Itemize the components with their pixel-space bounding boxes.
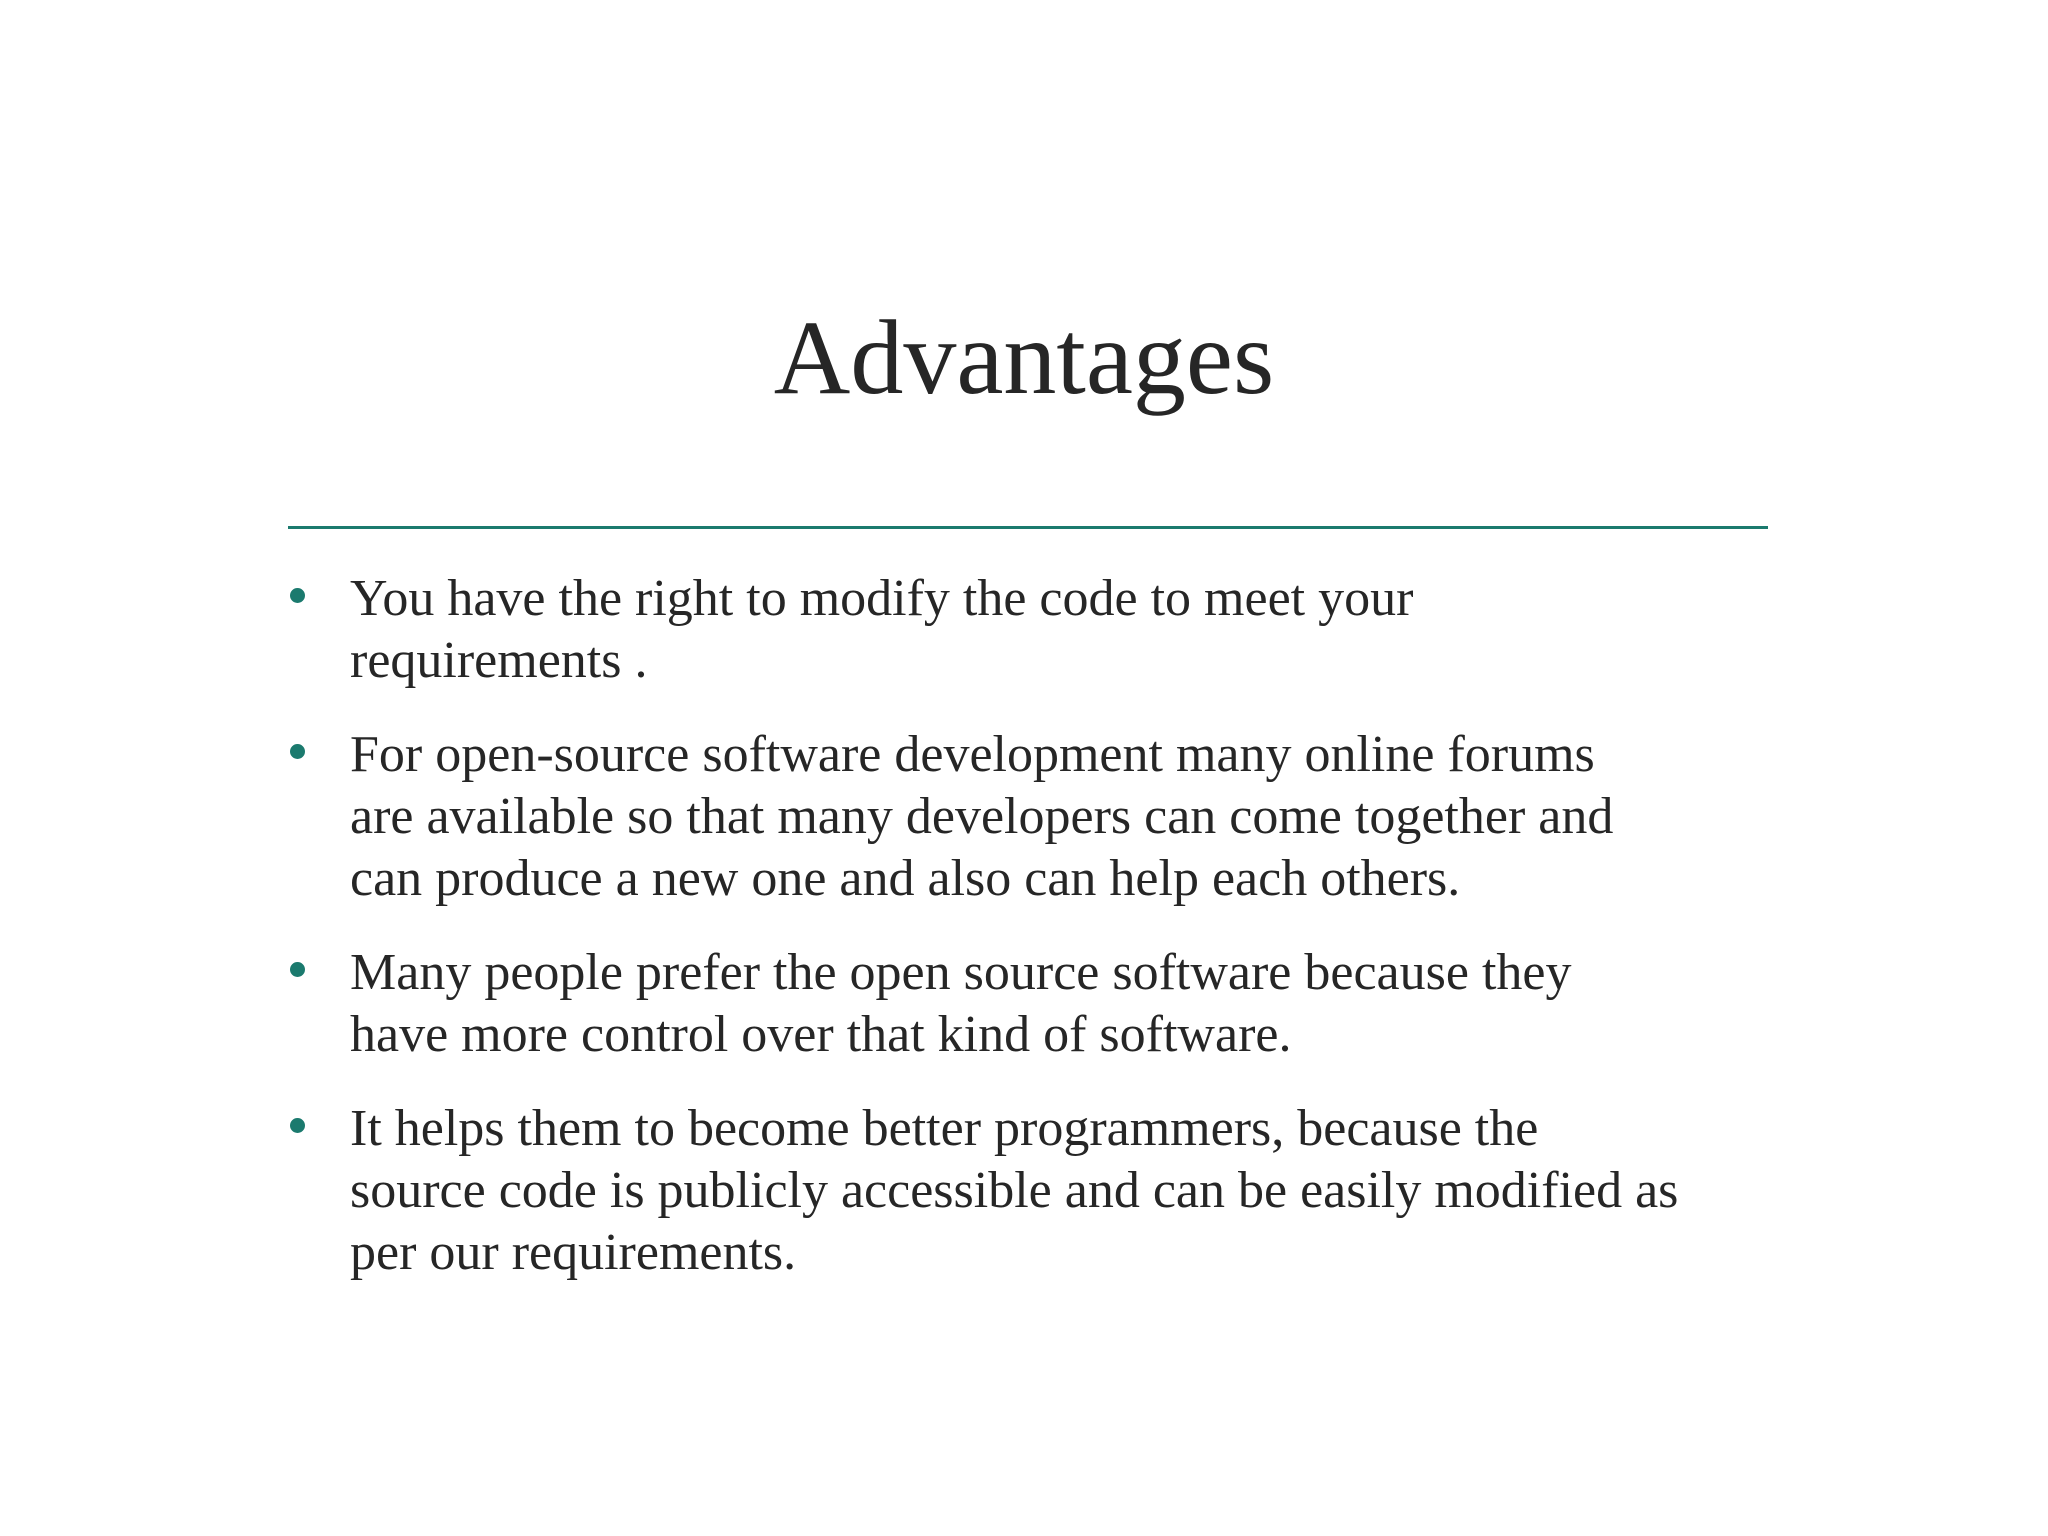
list-item [288,1098,1788,1284]
bullet-text: You have the right to modify the code to meet your requirements . [350,570,1414,689]
list-item [288,942,1788,1066]
list-item [288,724,1788,910]
slide-title: Advantages [773,299,1275,416]
bullet-list [288,568,1788,1316]
bullet-text: Many people prefer the open source software because they have more control over that kind of software. [350,944,1572,1063]
bullet-icon [290,1118,305,1133]
bullet-text: For open-source software development many online forums are available so that many developers can come together and can produce a new one and also can help each others. [350,726,1614,907]
list-item [288,568,1788,692]
title-divider [288,526,1768,529]
bullet-text: It helps them to become better programmers, because the source code is publicly accessible and can be easily modified as per our requirements. [350,1100,1679,1281]
bullet-icon [290,962,305,977]
bullet-icon [290,588,305,603]
bullet-icon [290,744,305,759]
